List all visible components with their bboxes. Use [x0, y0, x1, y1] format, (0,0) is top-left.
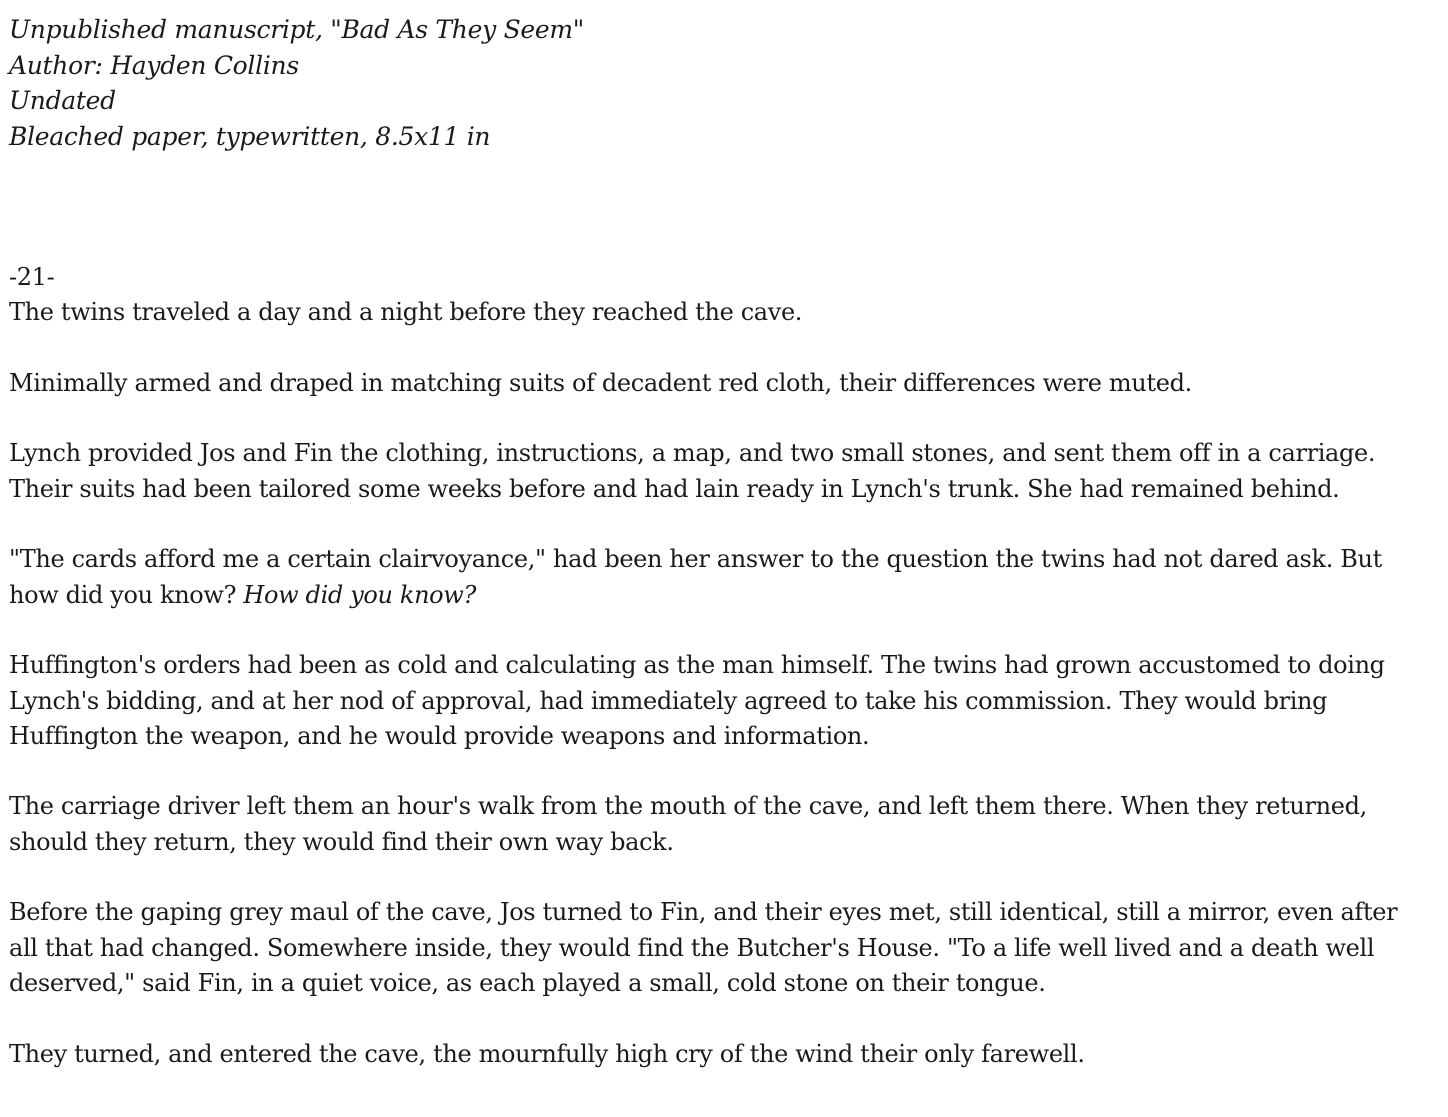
header-description: Bleached paper, typewritten, 8.5x11 in	[9, 121, 491, 151]
paragraph-4-italic: How did you know?	[243, 580, 476, 609]
manuscript-page	[9, 0, 1429, 1068]
paragraph-8: They turned, and entered the cave, the mournfully high cry of the wind their only farewell.	[9, 1039, 1085, 1068]
page-number: -21-	[9, 263, 55, 291]
paragraph-5: Huffington's orders had been as cold and calculating as the man himself. The twins had grown accustomed to doing Lynch's bidding, and at her nod of approval, had immediately agreed to take his commission. They would bring Huffington the weapon, and he would provide weapons and information.	[9, 651, 1385, 750]
paragraph-4	[9, 542, 1409, 613]
paragraph-4-text: "The cards afford me a certain clairvoyance," had been her answer to the question the twins had not dared ask. But how did you know?	[9, 545, 1382, 609]
paragraph-6: The carriage driver left them an hour's walk from the mouth of the cave, and left them there. When they returned, should they return, they would find their own way back.	[9, 792, 1367, 856]
paragraph-3: Lynch provided Jos and Fin the clothing, instructions, a map, and two small stones, and sent them off in a carriage. Their suits had been tailored some weeks before and had lain ready in Lynch's trunk. She had remained behind.	[9, 439, 1376, 503]
paragraph-1: The twins traveled a day and a night before they reached the cave.	[9, 298, 803, 327]
header-title: Unpublished manuscript, "Bad As They Seem"	[9, 15, 584, 44]
header-author: Author: Hayden Collins	[9, 50, 299, 80]
paragraph-7: Before the gaping grey maul of the cave, Jos turned to Fin, and their eyes met, still identical, still a mirror, even after all that had changed. Somewhere inside, they would find the Butcher's House. "To a life well lived and a death well deserved," said Fin, in a quiet voice, as each played a small, cold stone on their tongue.	[9, 898, 1398, 997]
document-header	[9, 12, 1429, 154]
header-date: Undated	[9, 86, 116, 115]
paragraph-2: Minimally armed and draped in matching suits of decadent red cloth, their differences were muted.	[9, 368, 1192, 397]
manuscript-body	[9, 260, 1409, 1107]
